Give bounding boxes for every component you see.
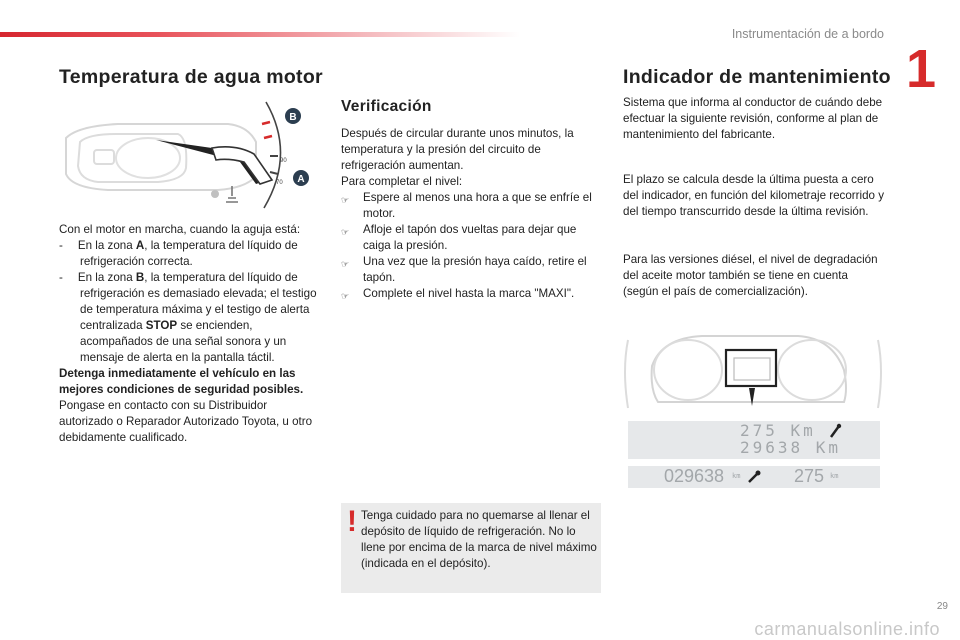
page-number: 29	[936, 601, 948, 612]
verification-lead: Para completar el nivel:	[341, 175, 463, 188]
cluster-illustration	[622, 330, 884, 420]
zone-b-text-1: En la zona	[77, 271, 136, 284]
zone-a-text-1: En la zona	[77, 239, 136, 252]
hand-pointer-icon: ☞	[341, 195, 350, 205]
zone-a-text-2: , la temperatura del líquido de refrigeración correcta.	[80, 239, 298, 268]
step-3	[341, 254, 603, 286]
step-3-text: Una vez que la presión haya caído, retire el tapón.	[363, 255, 587, 284]
zone-b-text-2: , la temperatura del líquido de refrigeración es demasiado elevada; el testigo de temperatura máxima y el testigo de alerta centralizada	[80, 271, 317, 332]
zone-b-letter: B	[135, 271, 145, 284]
warning-box	[341, 503, 601, 593]
gauge-tick-90: 90	[280, 158, 287, 164]
digital-display-1	[628, 421, 880, 459]
wrench-icon	[828, 423, 842, 439]
display2-odometer: 029638	[664, 466, 725, 486]
zone-b-dash: -	[59, 271, 63, 284]
section-label: Instrumentación de a bordo	[731, 27, 884, 41]
zone-a-item	[59, 238, 321, 270]
stop-vehicle-note: Detenga inmediatamente el vehículo en las mejores condiciones de seguridad posibles.	[59, 367, 304, 396]
warning-text: Tenga cuidado para no quemarse al llenar el depósito de líquido de refrigeración. No lo llene por encima de la marca de nivel máximo (indicada en el depósito).	[361, 509, 597, 570]
step-1-text: Espere al menos una hora a que se enfríe el motor.	[363, 191, 592, 220]
wrench-icon	[746, 469, 762, 485]
maintenance-p3: Para las versiones diésel, el nivel de degradación del aceite motor también se tiene en cuenta (según el país de comercialización).	[623, 253, 878, 298]
contact-dealer-text: Pongase en contacto con su Distribuidor autorizado o Reparador Autorizado Toyota, u otro debidamente cualificado.	[59, 399, 313, 444]
verification-text	[341, 126, 603, 304]
zone-b-item	[59, 270, 321, 366]
hand-pointer-icon: ☞	[341, 227, 350, 237]
stop-label: STOP	[145, 319, 178, 332]
step-1	[341, 190, 603, 222]
step-2-text: Afloje el tapón dos vueltas para dejar que caiga la presión.	[363, 223, 577, 252]
maintenance-p1: Sistema que informa al conductor de cuándo debe efectuar la siguiente revisión, conforme al plan de mantenimiento del fabricante.	[623, 96, 883, 141]
zone-a-dash: -	[59, 239, 63, 252]
coolant-description	[59, 222, 321, 446]
display2-unit-2: km	[830, 472, 839, 480]
maintenance-p2: El plazo se calcula desde la última puesta a cero del indicador, en función del kilometraje recorrido y del tiempo transcurrido desde la última revisión.	[623, 173, 885, 218]
display2-service-distance: 275	[794, 466, 825, 486]
gauge-marker-b: B	[289, 112, 297, 123]
coolant-gauge-illustration	[58, 98, 320, 214]
header-accent-bar	[0, 32, 520, 37]
display1-odometer: 29638 Km	[740, 438, 842, 457]
step-4-text: Complete el nivel hasta la marca "MAXI".	[363, 287, 575, 300]
maintenance-title: Indicador de mantenimiento	[623, 66, 891, 88]
hand-pointer-icon: ☞	[341, 259, 350, 269]
zone-a-letter: A	[135, 239, 145, 252]
gauge-tick-70: 70	[276, 180, 283, 186]
watermark: carmanualsonline.info	[754, 619, 940, 639]
display1-service-distance: 275 Km	[740, 421, 816, 440]
step-2	[341, 222, 603, 254]
digital-display-2	[628, 466, 880, 488]
hand-pointer-icon: ☞	[341, 291, 350, 301]
step-4	[341, 286, 603, 304]
verification-intro: Después de circular durante unos minutos, la temperatura y la presión del circuito de refrigeración aumentan.	[341, 127, 574, 172]
coolant-intro: Con el motor en marcha, cuando la aguja está:	[59, 223, 301, 236]
warning-exclamation-icon: !	[347, 505, 357, 538]
zone-b-text-3: se encienden, acompañados de una señal sonora y un mensaje de alerta en la pantalla táctil.	[80, 319, 287, 364]
display2-unit-1: km	[732, 472, 741, 480]
coolant-temp-title: Temperatura de agua motor	[59, 66, 323, 88]
verification-title: Verificación	[341, 98, 432, 115]
gauge-marker-a: A	[297, 174, 305, 185]
chapter-number: 1	[905, 39, 936, 99]
